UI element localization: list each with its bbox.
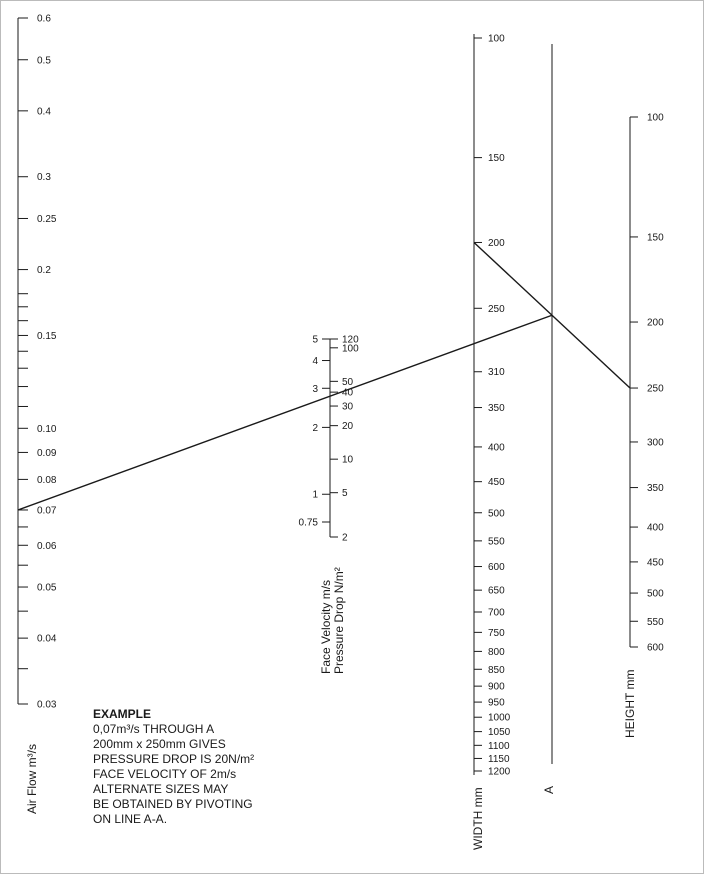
width-tick-label: 250 [488,303,505,315]
height-tick-label: 200 [647,317,664,329]
pressure-tick-label: 2 [342,532,348,544]
airflow-tick-label: 0.15 [37,330,57,342]
example-line: BE OBTAINED BY PIVOTING [93,797,253,811]
velocity-tick-label: 2 [312,422,318,434]
width-tick-label: 350 [488,403,505,415]
width-tick-label: 850 [488,664,505,676]
example-line: ALTERNATE SIZES MAY [93,782,229,796]
height-tick-label: 350 [647,483,664,495]
height-scale [630,113,664,654]
width-tick-label: 150 [488,153,505,165]
height-tick-label: 550 [647,616,664,628]
example-line: PRESSURE DROP IS 20N/m² [93,752,255,766]
airflow-pivot-example-line [18,315,552,510]
airflow-tick-label: 0.6 [37,13,51,25]
airflow-tick-label: 0.06 [37,540,57,552]
airflow-tick-label: 0.05 [37,582,57,594]
width-tick-label: 1200 [488,766,511,778]
velocity-tick-label: 3 [312,383,318,395]
airflow-tick-label: 0.25 [37,213,57,225]
airflow-tick-label: 0.5 [37,55,51,67]
airflow-tick-label: 0.4 [37,106,51,118]
width-tick-label: 500 [488,508,505,520]
width-tick-label: 950 [488,697,505,709]
example-heading: EXAMPLE [93,707,152,721]
height-axis-title: HEIGHT mm [623,669,637,738]
width-tick-label: 100 [488,33,505,45]
width-tick-label: 200 [488,237,505,249]
airflow-tick-label: 0.09 [37,447,57,459]
width-tick-label: 450 [488,477,505,489]
height-tick-label: 500 [647,588,664,600]
pressure-axis-title: Pressure Drop N/m² [332,567,346,674]
width-tick-label: 650 [488,585,505,597]
width-scale [474,34,511,778]
example-line: ON LINE A-A. [93,812,168,826]
width-tick-label: 1000 [488,712,511,724]
width-tick-label: 310 [488,367,505,379]
height-tick-label: 600 [647,642,664,654]
airflow-tick-label: 0.07 [37,505,57,517]
width-tick-label: 550 [488,536,505,548]
velocity-tick-label: 0.75 [298,517,318,529]
velocity-axis-title: Face Velocity m/s [319,579,333,674]
width-tick-label: 1100 [488,740,510,752]
pressure-tick-label: 40 [342,387,354,399]
width-tick-label: 600 [488,562,505,574]
pressure-tick-label: 50 [342,376,354,388]
height-tick-label: 400 [647,522,664,534]
pressure-tick-label: 5 [342,488,348,500]
width-tick-label: 750 [488,627,505,639]
height-tick-label: 100 [647,112,664,124]
velocity-pressure-scale [299,335,360,544]
example-line: 200mm x 250mm GIVES [93,737,226,751]
width-axis-title: WIDTH mm [471,787,485,850]
velocity-tick-label: 5 [312,334,318,346]
pressure-tick-label: 100 [342,343,359,355]
height-tick-label: 150 [647,232,664,244]
pressure-tick-label: 10 [342,454,354,466]
velocity-tick-label: 1 [312,489,318,501]
airflow-axis-title: Air Flow m³/s [25,744,39,814]
height-tick-label: 250 [647,383,664,395]
height-tick-label: 300 [647,437,664,449]
pivot-axis-title: A [542,785,556,794]
example-construction-lines [18,242,630,510]
width-tick-label: 800 [488,646,505,658]
pressure-tick-label: 30 [342,401,354,413]
width-tick-label: 700 [488,607,505,619]
airflow-tick-label: 0.03 [37,699,57,711]
example-note [93,707,293,827]
pressure-tick-label: 120 [342,334,359,346]
pressure-tick-label: 20 [342,421,354,433]
example-line: 0,07m³/s THROUGH A [93,722,215,736]
airflow-tick-label: 0.2 [37,265,51,277]
example-line: FACE VELOCITY OF 2m/s [93,767,237,781]
height-tick-label: 450 [647,557,664,569]
airflow-tick-label: 0.3 [37,172,51,184]
width-tick-label: 1050 [488,727,511,739]
width-tick-label: 1150 [488,753,510,765]
width-tick-label: 400 [488,442,505,454]
airflow-tick-label: 0.10 [37,423,57,435]
velocity-tick-label: 4 [312,356,318,368]
width-tick-label: 900 [488,681,505,693]
airflow-scale [18,14,57,711]
airflow-tick-label: 0.08 [37,474,57,486]
airflow-tick-label: 0.04 [37,633,57,645]
